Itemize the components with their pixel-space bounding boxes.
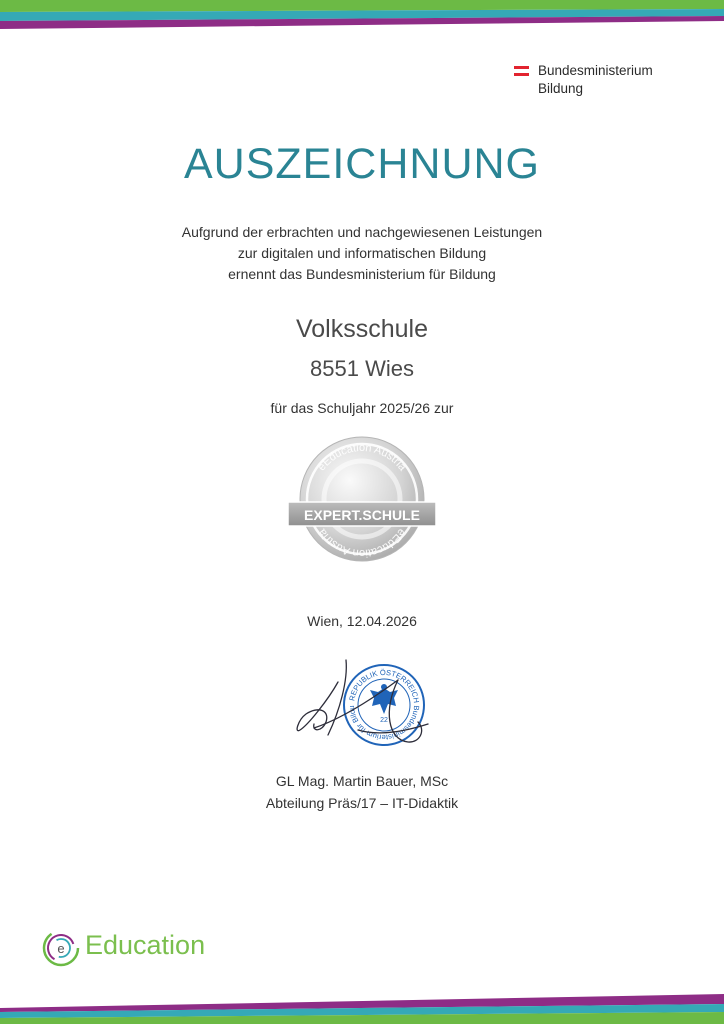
eeducation-logo-icon bbox=[42, 926, 82, 970]
eeducation-logo bbox=[42, 926, 232, 970]
date-place: Wien, 12.04.2026 bbox=[307, 613, 417, 629]
intro-line: ernennt das Bundesministerium für Bildung bbox=[228, 266, 496, 282]
school-place: 8551 Wies bbox=[310, 356, 414, 381]
signature-and-stamp bbox=[288, 640, 438, 760]
intro-line: zur digitalen und informatischen Bildung bbox=[237, 245, 487, 261]
seal-arc-text-top: eEducation Austria bbox=[315, 442, 409, 474]
eeducation-logo-text: Education bbox=[85, 930, 206, 960]
stamp-ring-text: REPUBLIK ÖSTERREICH Bundesministerium für Bildu bbox=[346, 667, 422, 743]
seal-banner-text: EXPERT.SCHULE bbox=[304, 507, 420, 523]
official-stamp bbox=[288, 640, 424, 745]
ministry-name-line-2: Bildung bbox=[538, 81, 584, 96]
ministry-name-line-1: Bundesministerium bbox=[538, 63, 653, 78]
bottom-decorative-stripe bbox=[0, 990, 724, 1024]
stamp-number: 22 bbox=[380, 717, 388, 724]
signer-name: GL Mag. Martin Bauer, MSc bbox=[275, 773, 449, 789]
schoolyear-line: für das Schuljahr 2025/26 zur bbox=[270, 400, 454, 416]
austrian-flag-icon bbox=[514, 66, 529, 76]
expert-schule-seal bbox=[284, 436, 440, 562]
signer-department: Abteilung Präs/17 – IT-Didaktik bbox=[265, 795, 459, 811]
intro-line: Aufgrund der erbrachten und nachgewiesenen Leistungen bbox=[181, 224, 543, 240]
svg-text:e: e bbox=[57, 941, 65, 956]
top-decorative-stripe bbox=[0, 0, 724, 34]
certificate-title: AUSZEICHNUNG bbox=[183, 140, 541, 188]
ministry-logo bbox=[514, 63, 684, 99]
seal-arc-text-bottom: eEducation Austria bbox=[316, 526, 408, 559]
school-name: Volksschule bbox=[295, 315, 429, 343]
